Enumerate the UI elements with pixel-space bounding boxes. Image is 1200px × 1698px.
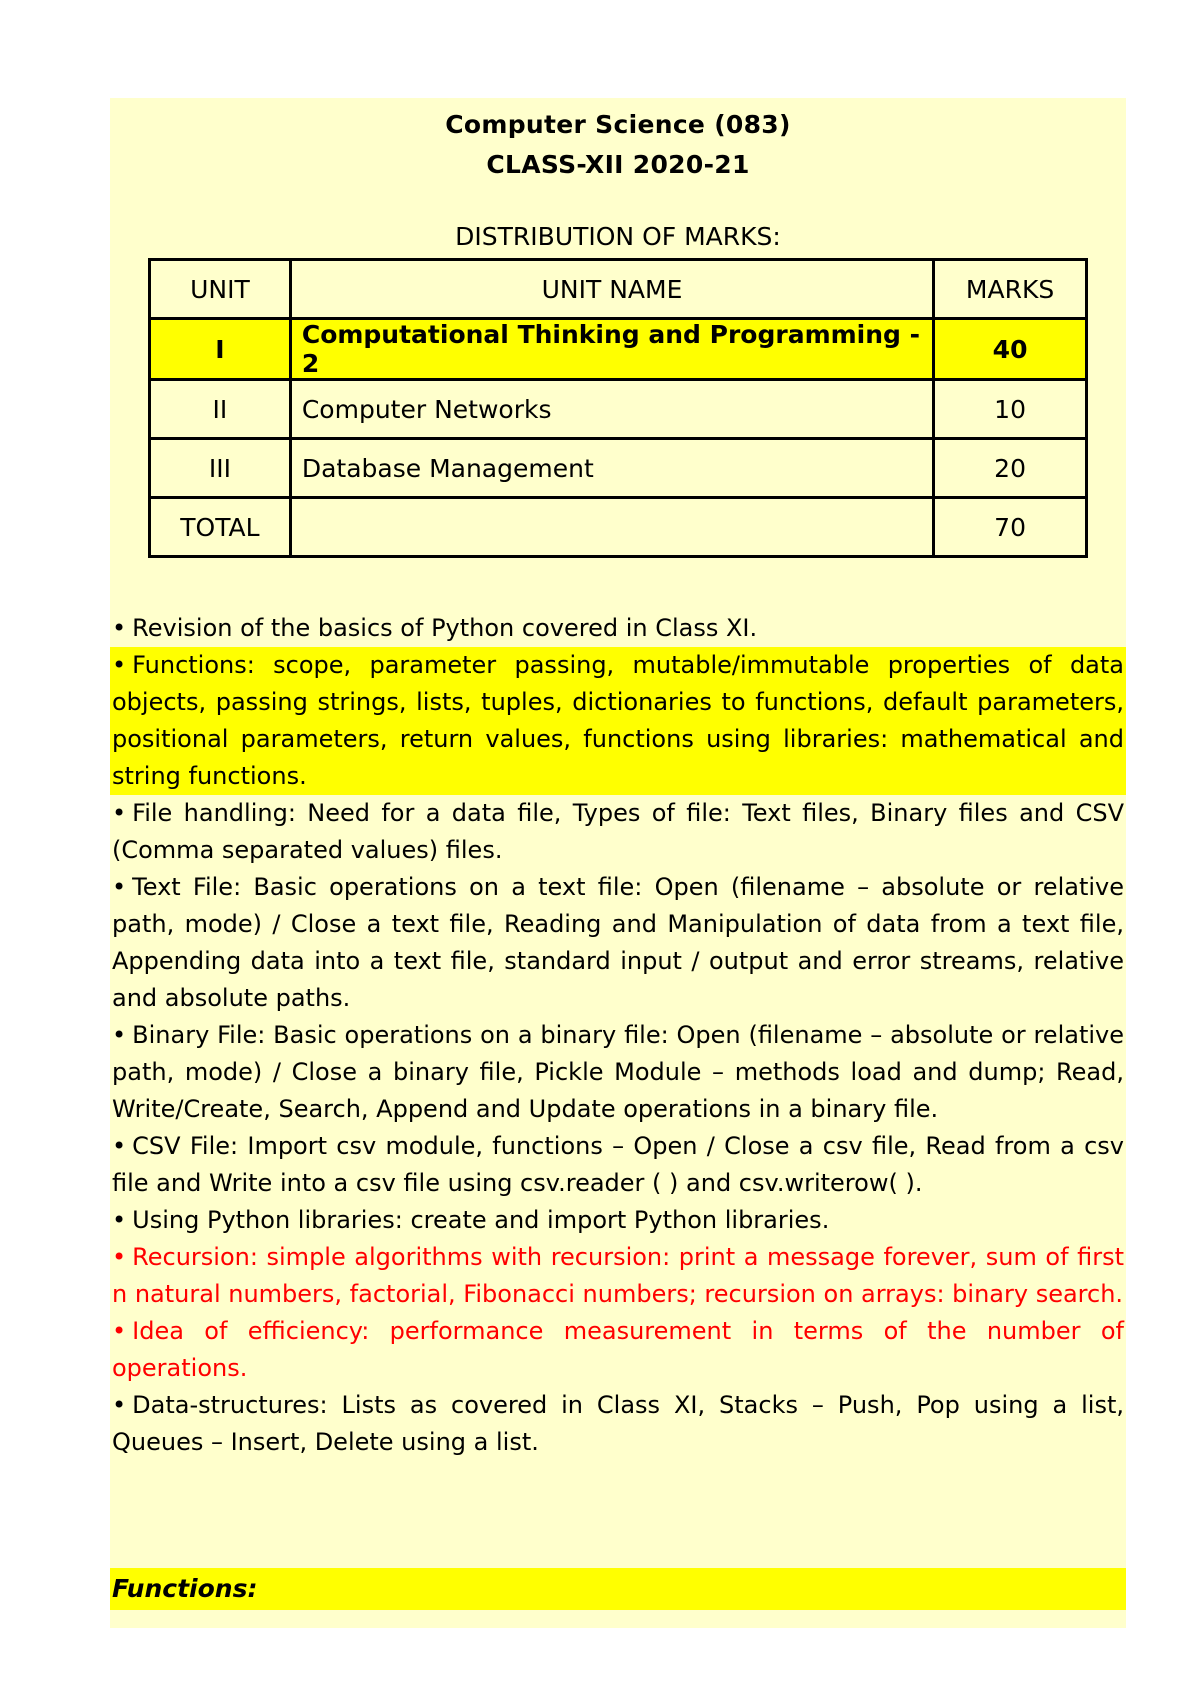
list-item bbox=[110, 1017, 1126, 1128]
list-item bbox=[110, 610, 1126, 647]
list-item bbox=[110, 1202, 1126, 1239]
list-item bbox=[110, 795, 1126, 869]
bullet-icon: • bbox=[112, 1206, 127, 1234]
bullet-icon: • bbox=[112, 1132, 127, 1160]
page-title: Computer Science (083) bbox=[445, 110, 791, 139]
column-header-unit: UNIT bbox=[150, 260, 291, 319]
topic-text: Recursion: simple algorithms with recursion: print a message forever, sum of first n natural numbers, factorial, Fibonacci numbers; recursion on arrays: binary search. bbox=[112, 1243, 1124, 1308]
list-item bbox=[110, 869, 1126, 1017]
topic-list bbox=[110, 610, 1126, 1461]
unit-cell: II bbox=[150, 380, 291, 439]
unit-cell: I bbox=[150, 319, 291, 380]
topic-text: Using Python libraries: create and import Python libraries. bbox=[132, 1206, 830, 1234]
topic-text: CSV File: Import csv module, functions – Open / Close a csv file, Read from a csv file and Write into a csv file using csv.reader ( ) and csv.writerow( ). bbox=[112, 1132, 1124, 1197]
list-item bbox=[110, 1239, 1126, 1313]
topic-text: Text File: Basic operations on a text file: Open (filename – absolute or relative path, mode) / Close a text file, Reading and Manipulation of data from a text file, Appending data into a text file, standard input / output and error streams, relative and absolute paths. bbox=[112, 873, 1124, 1012]
bullet-icon: • bbox=[112, 799, 127, 827]
list-item bbox=[110, 647, 1126, 795]
table-row bbox=[150, 319, 1087, 380]
topic-text: File handling: Need for a data file, Types of file: Text files, Binary files and CSV (Comma separated values) files. bbox=[112, 799, 1124, 864]
marks-cell: 10 bbox=[934, 380, 1087, 439]
bullet-icon: • bbox=[112, 873, 127, 901]
bullet-icon: • bbox=[112, 1391, 127, 1419]
table-row bbox=[150, 380, 1087, 439]
list-item bbox=[110, 1313, 1126, 1387]
marks-cell: 40 bbox=[934, 319, 1087, 380]
section-heading-functions: Functions: bbox=[110, 1568, 1126, 1610]
topic-text: Data-structures: Lists as covered in Class XI, Stacks – Push, Pop using a list, Queues – Insert, Delete using a list. bbox=[112, 1391, 1124, 1456]
bullet-icon: • bbox=[112, 614, 127, 642]
unit-name-cell: Database Management bbox=[290, 439, 933, 498]
marks-distribution-table bbox=[148, 258, 1088, 558]
list-item bbox=[110, 1387, 1126, 1461]
column-header-marks: MARKS bbox=[934, 260, 1087, 319]
unit-name-cell: Computer Networks bbox=[290, 380, 933, 439]
unit-cell: III bbox=[150, 439, 291, 498]
marks-cell: 70 bbox=[934, 498, 1087, 557]
column-header-unit-name: UNIT NAME bbox=[290, 260, 933, 319]
topic-text: Binary File: Basic operations on a binary file: Open (filename – absolute or relative path, mode) / Close a binary file, Pickle Module – methods load and dump; Read, Write/Create, Search, Append and Update operations in a binary file. bbox=[112, 1021, 1124, 1123]
list-item bbox=[110, 1128, 1126, 1202]
topic-text: Functions: scope, parameter passing, mutable/immutable properties of data objects, passing strings, lists, tuples, dictionaries to functions, default parameters, positional parameters, return values, functions using libraries: mathematical and string functions. bbox=[112, 651, 1124, 790]
bullet-icon: • bbox=[112, 1317, 127, 1345]
bullet-icon: • bbox=[112, 1243, 127, 1271]
table-row-total bbox=[150, 498, 1087, 557]
table-row bbox=[150, 439, 1087, 498]
bullet-icon: • bbox=[112, 651, 127, 679]
unit-name-cell bbox=[290, 498, 933, 557]
unit-name-cell: Computational Thinking and Programming - 2 bbox=[290, 319, 933, 380]
distribution-label: DISTRIBUTION OF MARKS: bbox=[455, 222, 781, 251]
class-line: CLASS-XII 2020-21 bbox=[486, 150, 750, 179]
bullet-icon: • bbox=[112, 1021, 127, 1049]
syllabus-page bbox=[110, 98, 1126, 1628]
unit-cell: TOTAL bbox=[150, 498, 291, 557]
topic-text: Idea of efficiency: performance measurement in terms of the number of operations. bbox=[112, 1317, 1124, 1382]
marks-cell: 20 bbox=[934, 439, 1087, 498]
table-header-row bbox=[150, 260, 1087, 319]
topic-text: Revision of the basics of Python covered in Class XI. bbox=[132, 614, 758, 642]
